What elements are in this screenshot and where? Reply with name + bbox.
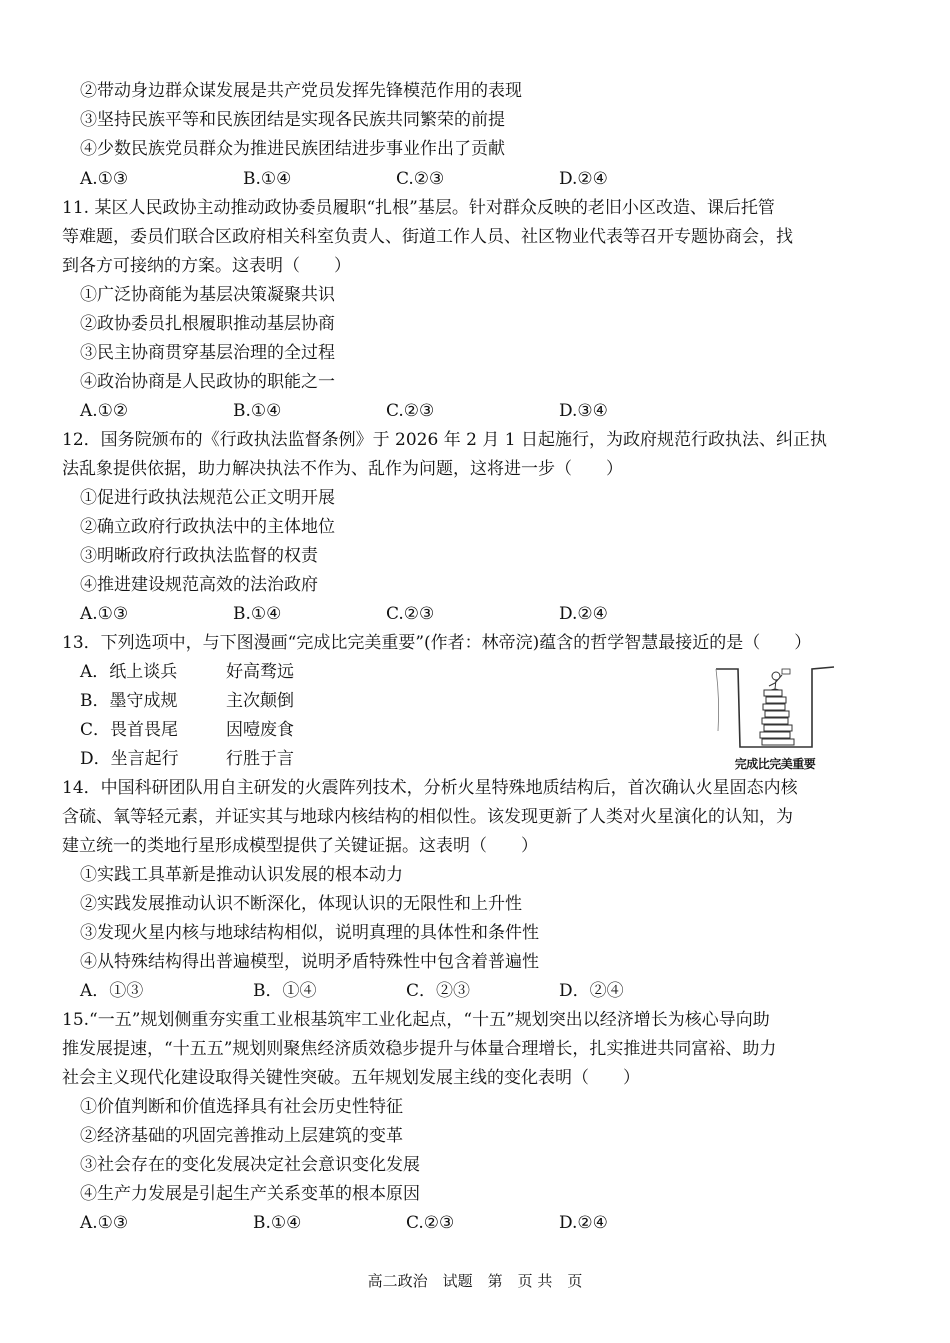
- q12-stem-line-1: 12．国务院颁布的《行政执法监督条例》于 2026 年 2 月 1 日起施行，为政府规范行政执法、纠正执: [62, 430, 827, 450]
- option-label: D．坐言起行: [80, 749, 179, 769]
- q15-statement-1: ①价值判断和价值选择具有社会历史性特征: [80, 1097, 403, 1117]
- q14-stem-line-3: 建立统一的类地行星形成模型提供了关键证据。这表明（ ）: [62, 836, 538, 856]
- statement-4: ④少数民族党员群众为推进民族团结进步事业作出了贡献: [80, 139, 505, 159]
- answer-b[interactable]: B.①④: [233, 401, 282, 421]
- cartoon-caption: 完成比完美重要: [734, 757, 816, 771]
- answer-d[interactable]: D.②④: [559, 1213, 608, 1233]
- answer-b[interactable]: B.①④: [253, 1213, 302, 1233]
- statement-2: ②带动身边群众谋发展是共产党员发挥先锋模范作用的表现: [80, 81, 522, 101]
- option-pair: 好高骛远: [226, 662, 294, 682]
- answer-c[interactable]: C．②③: [406, 981, 471, 1001]
- cartoon-drawing: [712, 661, 838, 753]
- q11-stem-line-2: 等难题，委员们联合区政府相关科室负责人、街道工作人员、社区物业代表等召开专题协商会，找: [62, 227, 793, 247]
- q15-stem-line-3: 社会主义现代化建设取得关键性突破。五年规划发展主线的变化表明（ ）: [62, 1068, 640, 1088]
- option-pair: 主次颠倒: [226, 691, 294, 711]
- q14-statement-3: ③发现火星内核与地球结构相似，说明真理的具体性和条件性: [80, 923, 539, 943]
- answer-d[interactable]: D.②④: [559, 169, 608, 189]
- q14-stem-line-2: 含硫、氧等轻元素，并证实其与地球内核结构的相似性。该发现更新了人类对火星演化的认知，为: [62, 807, 793, 827]
- answer-b[interactable]: B.①④: [233, 604, 282, 624]
- q15-statement-2: ②经济基础的巩固完善推动上层建筑的变革: [80, 1126, 403, 1146]
- q11-statement-3: ③民主协商贯穿基层治理的全过程: [80, 343, 335, 363]
- option-label: A．纸上谈兵: [80, 662, 178, 682]
- q11-stem-line-3: 到各方可接纳的方案。这表明（ ）: [62, 256, 351, 276]
- answer-a[interactable]: A.①②: [80, 401, 129, 421]
- q12-statement-1: ①促进行政执法规范公正文明开展: [80, 488, 335, 508]
- answer-c[interactable]: C.②③: [386, 604, 435, 624]
- answer-a[interactable]: A．①③: [80, 981, 144, 1001]
- q12-statement-3: ③明晰政府行政执法监督的权责: [80, 546, 318, 566]
- q15-statement-4: ④生产力发展是引起生产关系变革的根本原因: [80, 1184, 420, 1204]
- q15-statement-3: ③社会存在的变化发展决定社会意识变化发展: [80, 1155, 420, 1175]
- option-label: C．畏首畏尾: [80, 720, 179, 740]
- q12-statement-4: ④推进建设规范高效的法治政府: [80, 575, 318, 595]
- q11-statement-1: ①广泛协商能为基层决策凝聚共识: [80, 285, 335, 305]
- page-footer: 高二政治 试题 第 页 共 页: [367, 1272, 583, 1290]
- q13-stem: 13．下列选项中，与下图漫画“完成比完美重要”(作者：林帝浣)蕴含的哲学智慧最接近的是（ ）: [62, 633, 812, 653]
- option-pair: 因噎废食: [226, 720, 294, 740]
- answer-d[interactable]: D．②④: [559, 981, 624, 1001]
- answer-d[interactable]: D.③④: [559, 401, 608, 421]
- answer-c[interactable]: C.②③: [406, 1213, 455, 1233]
- q15-stem-line-2: 推发展提速，“十五五”规划则聚焦经济质效稳步提升与体量合理增长，扎实推进共同富裕、助力: [62, 1039, 777, 1059]
- q14-statement-4: ④从特殊结构得出普遍模型，说明矛盾特殊性中包含着普遍性: [80, 952, 539, 972]
- q11-statement-2: ②政协委员扎根履职推动基层协商: [80, 314, 335, 334]
- option-pair: 行胜于言: [226, 749, 294, 769]
- q15-stem-line-1: 15.“一五”规划侧重夯实重工业根基筑牢工业化起点，“十五”规划突出以经济增长为核心导向助: [62, 1010, 770, 1030]
- answer-c[interactable]: C.②③: [386, 401, 435, 421]
- answer-a[interactable]: A.①③: [80, 604, 129, 624]
- q14-statement-1: ①实践工具革新是推动认识发展的根本动力: [80, 865, 403, 885]
- q14-stem-line-1: 14．中国科研团队用自主研发的火震阵列技术，分析火星特殊地质结构后，首次确认火星固态内核: [62, 778, 798, 798]
- q12-stem-line-2: 法乱象提供依据，助力解决执法不作为、乱作为问题，这将进一步（ ）: [62, 459, 623, 479]
- answer-d[interactable]: D.②④: [559, 604, 608, 624]
- answer-c[interactable]: C.②③: [396, 169, 445, 189]
- cartoon-image: [712, 661, 838, 779]
- answer-a[interactable]: A.①③: [80, 1213, 129, 1233]
- q12-statement-2: ②确立政府行政执法中的主体地位: [80, 517, 335, 537]
- answer-b[interactable]: B.①④: [243, 169, 292, 189]
- q14-statement-2: ②实践发展推动认识不断深化，体现认识的无限性和上升性: [80, 894, 522, 914]
- option-label: B．墨守成规: [80, 691, 178, 711]
- q11-stem-line-1: 11. 某区人民政协主动推动政协委员履职“扎根”基层。针对群众反映的老旧小区改造、课后托管: [62, 198, 775, 218]
- answer-b[interactable]: B．①④: [253, 981, 317, 1001]
- statement-3: ③坚持民族平等和民族团结是实现各民族共同繁荣的前提: [80, 110, 505, 130]
- q11-statement-4: ④政治协商是人民政协的职能之一: [80, 372, 335, 392]
- answer-a[interactable]: A.①③: [80, 169, 129, 189]
